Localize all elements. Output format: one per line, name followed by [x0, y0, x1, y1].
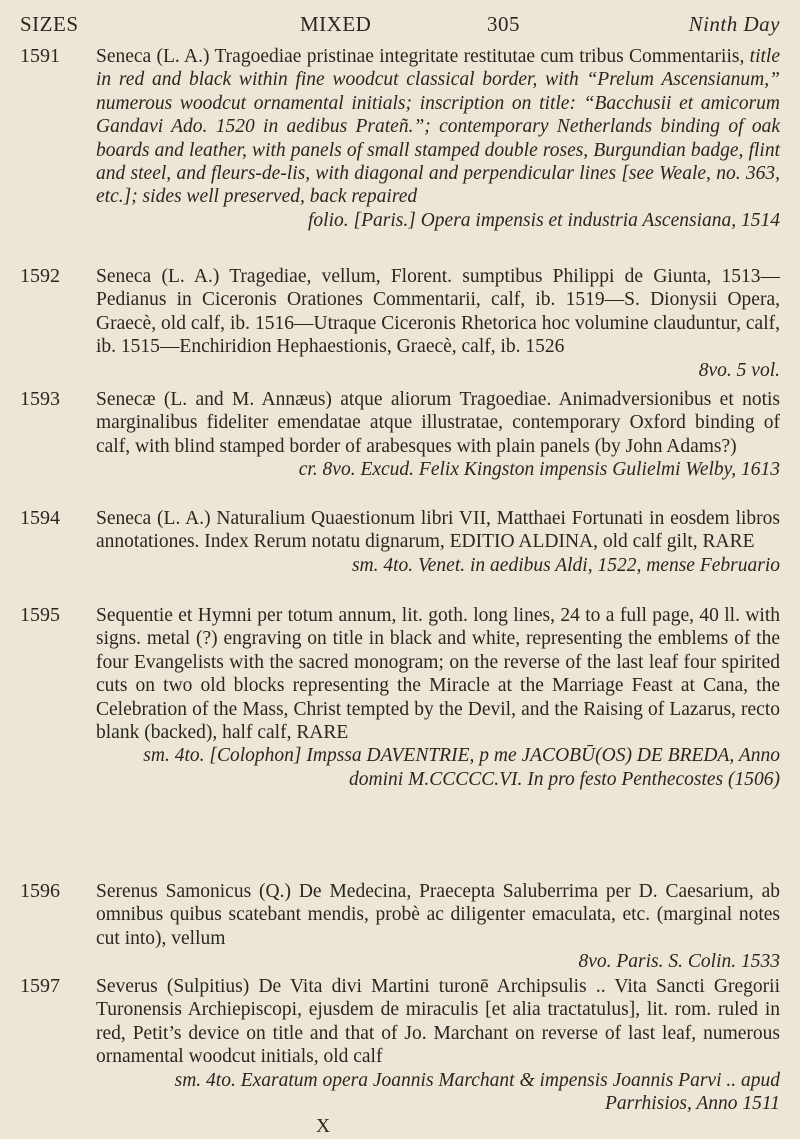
lot-imprint: folio. [Paris.] Opera impensis et industria Ascensiana, 1514 [308, 209, 780, 231]
lot-imprint: sm. 4to. Exaratum opera Joannis Marchant & impensis Joannis Parvi .. apud Parrhisios, Anno 1511 [174, 1069, 780, 1115]
page-number: 305 [487, 12, 520, 36]
lot-1594 [20, 507, 780, 577]
lot-imprint: 8vo. 5 vol. [698, 359, 780, 381]
lot-text: Senecæ (L. and M. Annæus) atque aliorum Tragoediae. Animadversionibus et notis marginalibus fideliter emendatae atque illustratae, contemporary Oxford binding of calf, with blind stamped border of arabesques with plain panels (by John Adams?) [96, 389, 780, 457]
lot-number: 1591 [20, 45, 60, 67]
lot-text-italic: title in red and black within fine woodcut classical border, with “Prelum Ascensianum,” numerous woodcut ornamental initials; inscription on title: “Bacchusii et amicorum Gandavi Ado. 1520 in aedibus Prateñ.”; contemporary Netherlands binding of oak boards and leather, with panels of small stamped double roses, Burgundian badge, flint and steel, and fleurs-de-lis, with diagonal and perpendicular lines [see Weale, no. 363, etc.]; sides well preserved, back repaired [96, 46, 780, 208]
lot-1591 [20, 45, 780, 232]
lot-number: 1594 [20, 507, 60, 529]
lot-imprint: cr. 8vo. Excud. Felix Kingston impensis Gulielmi Welby, 1613 [298, 459, 780, 481]
header-mid: MIXED [300, 12, 372, 36]
lot-text: Seneca (L. A.) Tragediae, vellum, Florent. sumptibus Philippi de Giunta, 1513—Pedianus in Ciceronis Orationes Commentarii, calf, ib. 1519—S. Dionysii Opera, Graecè, old calf, ib. 1516—Utraque Ciceronis Rhetorica hoc volumine clauduntur, calf, ib. 1515—Enchiridion Hephaestionis, Graecè, calf, ib. 1526 [96, 266, 780, 358]
lot-number: 1595 [20, 604, 60, 626]
lot-description [96, 265, 780, 382]
lot-description [96, 975, 780, 1139]
lot-description [96, 604, 780, 791]
lot-description [96, 880, 780, 974]
lot-description [96, 388, 780, 482]
lot-text: Seneca (L. A.) Tragoediae pristinae integritate restitutae cum tribus Commentariis, [96, 46, 745, 67]
lot-text: Sequentie et Hymni per totum annum, lit. goth. long lines, 24 to a full page, 40 ll. with signs. metal (?) engraving on title in black and white, representing the emblems of the four Evangelists with the sacred monogram; on the reverse of the last leaf four spirited cuts on two old blocks representing the Miracle at the Marriage Feast at Cana, the Celebration of the Mass, Christ tempted by the Devil, and the Raising of Lazarus, recto blank (backed), half calf, RARE [96, 605, 780, 744]
lot-1596 [20, 880, 780, 974]
lot-description [96, 45, 780, 232]
lot-number: 1593 [20, 388, 60, 410]
header-left: SIZES [20, 12, 79, 36]
signature-mark: X [316, 1116, 331, 1138]
lot-number: 1592 [20, 265, 60, 287]
lot-1592 [20, 265, 780, 382]
lot-number: 1596 [20, 880, 60, 902]
lot-1597 [20, 975, 780, 1139]
lot-imprint: sm. 4to. [Colophon] Impssa DAVENTRIE, p me JACOBŪ(OS) DE BREDA, Anno domini M.CCCCC.VI. In pro festo Penthecostes (1506) [143, 745, 780, 790]
lot-text: Seneca (L. A.) Naturalium Quaestionum libri VII, Matthaei Fortunati in eosdem libros annotationes. Index Rerum notatu dignarum, EDITIO ALDINA, old calf gilt, RARE [96, 508, 780, 553]
page-header [20, 12, 780, 36]
lot-1595 [20, 604, 780, 791]
lot-imprint: 8vo. Paris. S. Colin. 1533 [578, 951, 780, 973]
lot-text: Serenus Samonicus (Q.) De Medecina, Praecepta Saluberrima per D. Caesarium, ab omnibus quibus scatebant mendis, probè ac diligenter emaculata, etc. (marginal notes cut into), vellum [96, 881, 780, 949]
lot-text: Severus (Sulpitius) De Vita divi Martini turonē Archipsulis .. Vita Sancti Gregorii Turonensis Archiepiscopi, ejusdem de miraculis [et alia tractatulus], lit. rom. ruled in red, Petit’s device on title and that of Jo. Marchant on reverse of last leaf, numerous ornamental woodcut initials, old calf [96, 976, 780, 1068]
lot-description [96, 507, 780, 577]
lot-1593 [20, 388, 780, 482]
lot-number: 1597 [20, 975, 60, 997]
header-right: Ninth Day [688, 12, 780, 36]
lot-imprint: sm. 4to. Venet. in aedibus Aldi, 1522, mense Februario [351, 554, 780, 576]
